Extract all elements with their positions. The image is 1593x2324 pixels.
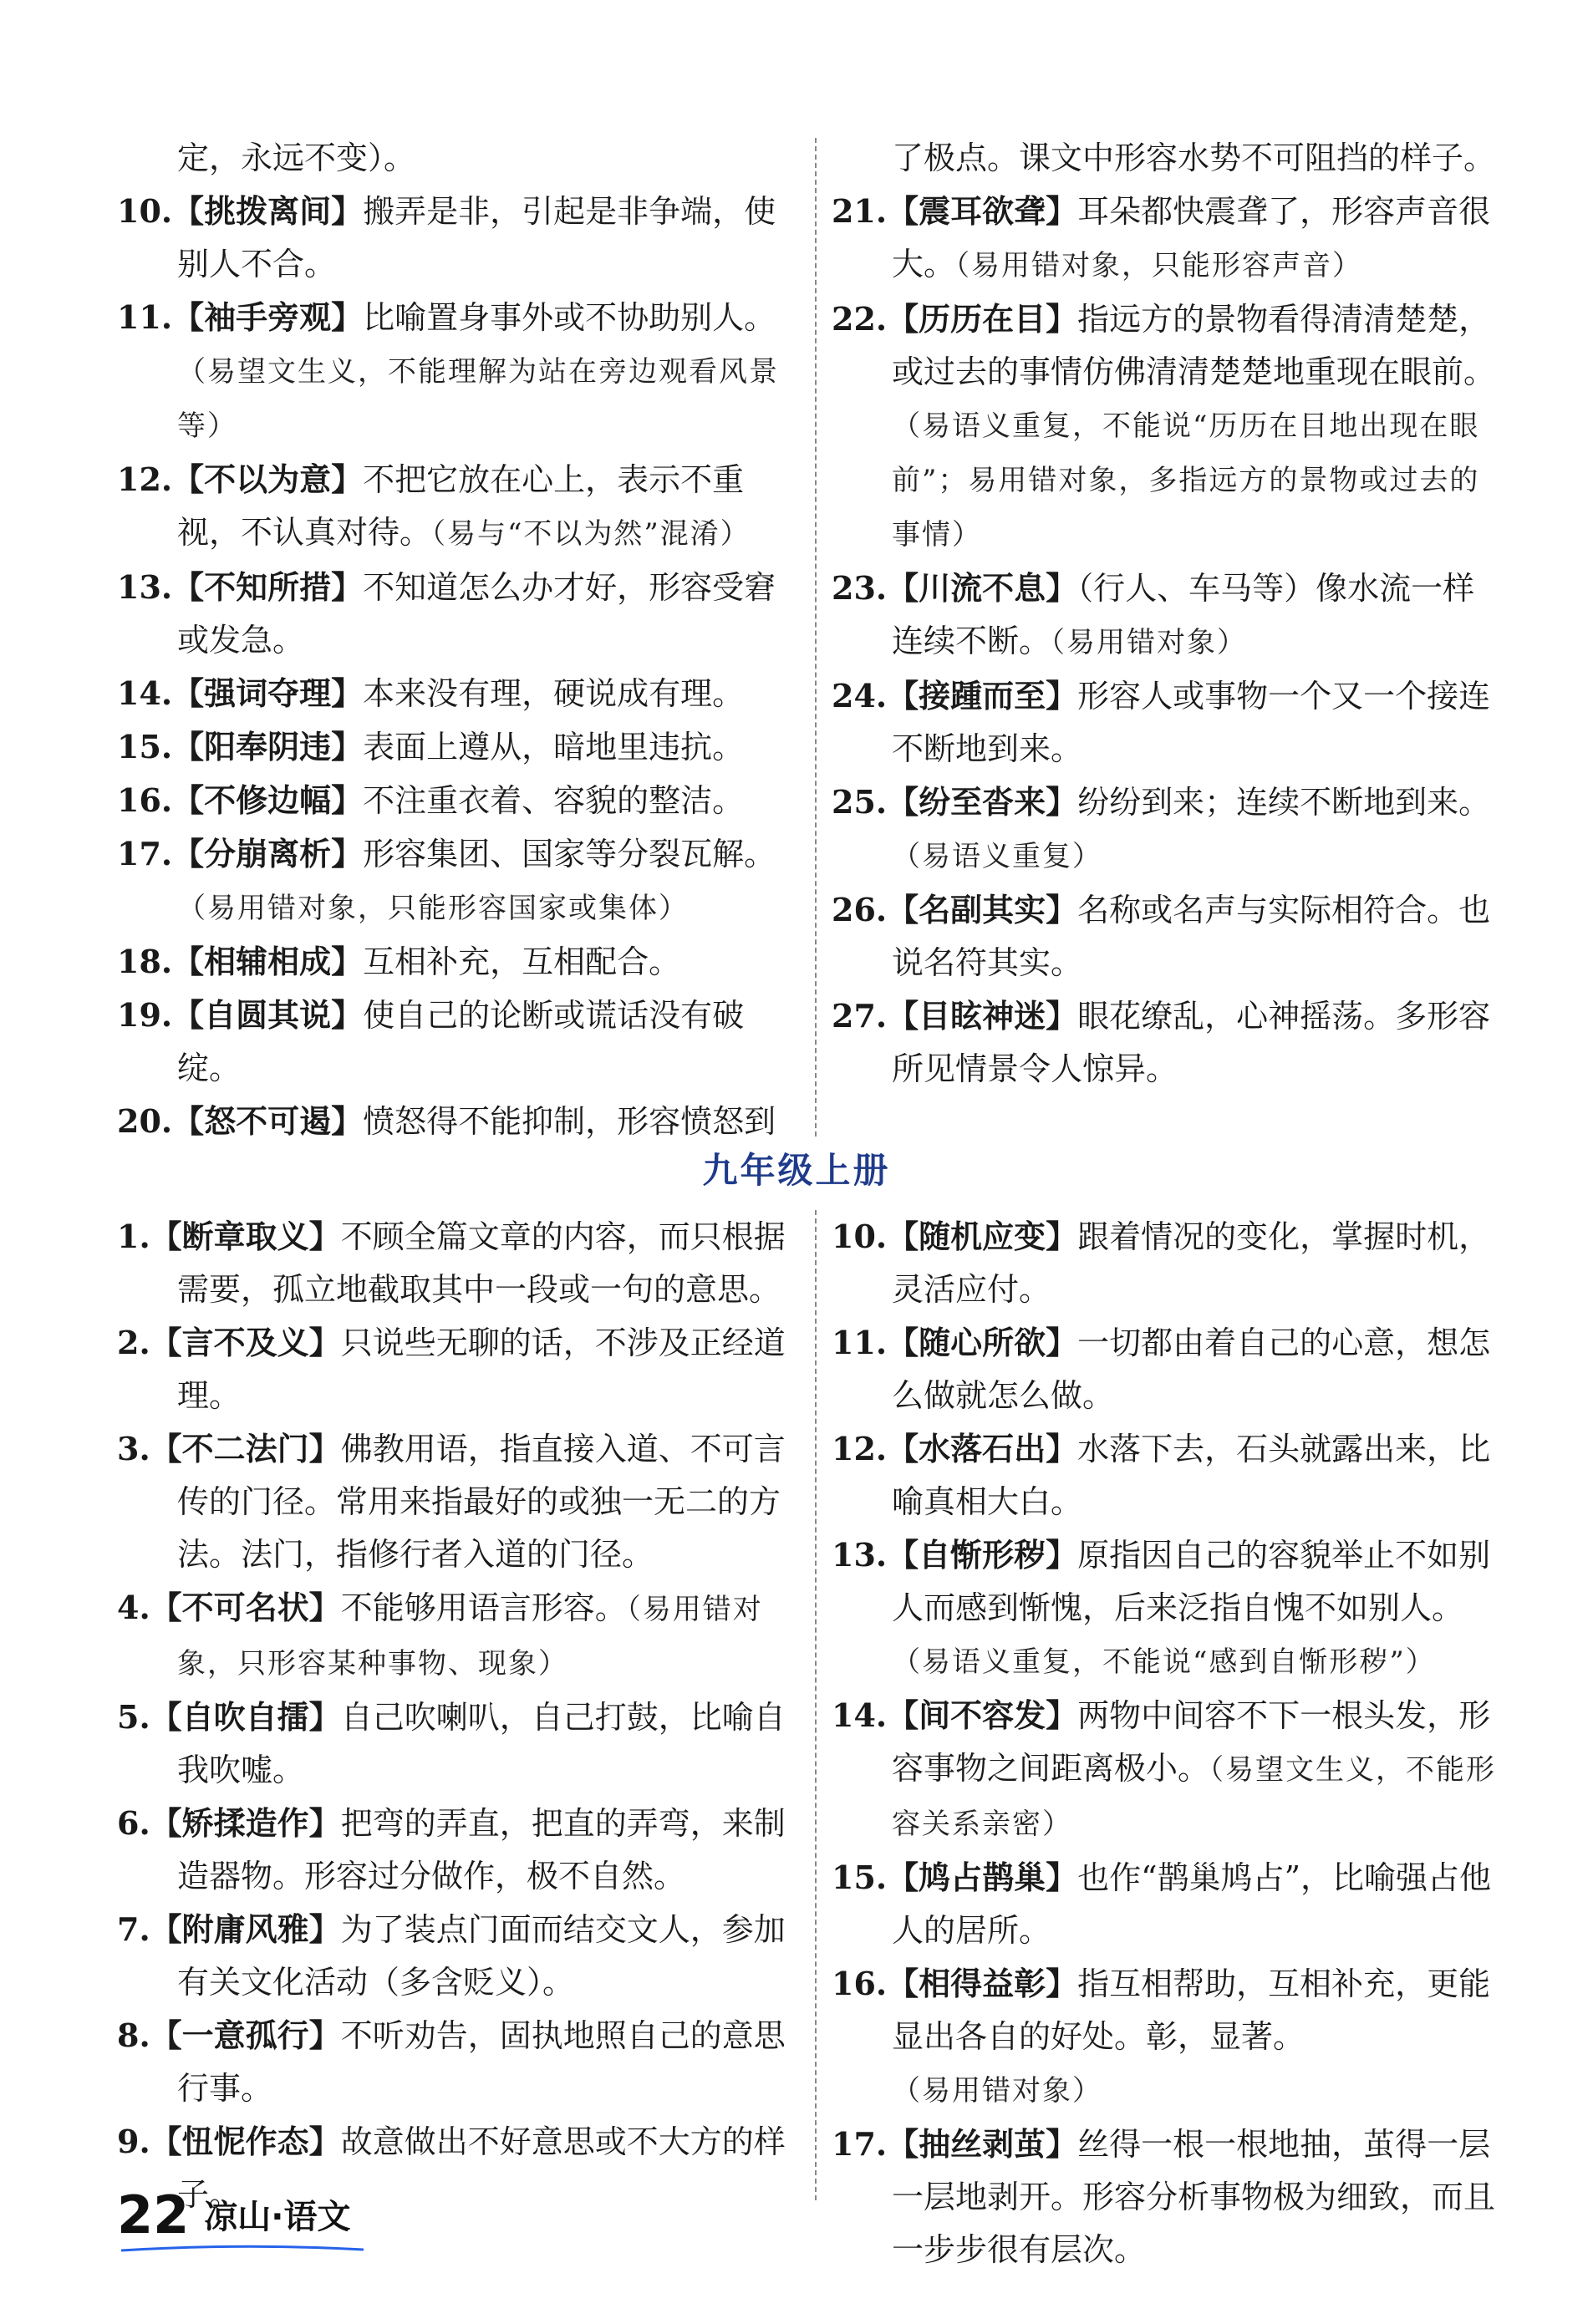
entry-number: 12.	[117, 460, 173, 498]
usage-note: （易用错对象）	[892, 2074, 1102, 2108]
usage-note: （易用错对象）	[1051, 626, 1248, 659]
idiom-definition: 只说些无聊的话，不涉及正经道理。	[177, 1325, 786, 1414]
idiom-term: 【间不容发】	[887, 1696, 1078, 1734]
footer	[117, 2184, 351, 2245]
entry-number: 1.	[117, 1218, 150, 1255]
idiom-definition: 故意做出不好意思或不大方的样子。	[177, 2123, 786, 2213]
idiom-definition: 原指因自己的容貌举止不如别人而感到惭愧，后来泛指自愧不如别人。	[892, 1537, 1491, 1626]
idiom-definition: 把弯的弄直，把直的弄弯，来制造器物。形容过分做作，极不自然。	[177, 1805, 786, 1894]
entry-number: 15.	[832, 1859, 888, 1896]
upper-right-column	[832, 132, 1500, 1096]
entry-number: 19.	[117, 996, 173, 1034]
idiom-term: 【相得益彰】	[887, 1965, 1078, 2002]
idiom-entry	[117, 1581, 790, 1691]
idiom-definition: 不知道怎么办才好，形容受窘或发急。	[177, 569, 776, 659]
usage-note: （易用错对象，只能形容声音）	[955, 249, 1363, 282]
idiom-definition: 指互相帮助，互相补充，更能显出各自的好处。彰，显著。	[892, 1965, 1491, 2055]
idiom-definition: 纷纷到来；连续不断地到来。	[1077, 784, 1491, 821]
idiom-entry	[117, 1797, 790, 1903]
idiom-entry	[832, 1851, 1500, 1957]
idiom-definition: 也作“鹊巢鸠占”，比喻强占他人的居所。	[892, 1859, 1491, 1949]
idiom-definition: 使自己的论断或谎话没有破绽。	[177, 997, 745, 1086]
idiom-term: 【不二法门】	[150, 1430, 341, 1467]
entry-number: 11.	[832, 1324, 888, 1361]
idiom-term: 【不可名状】	[150, 1589, 341, 1626]
entry-number: 10.	[832, 1218, 888, 1255]
idiom-definition: 指远方的景物看得清清楚楚，或过去的事情仿佛清清楚楚地重现在眼前。	[892, 301, 1496, 390]
idiom-entry	[117, 1095, 790, 1148]
idiom-entry	[832, 1689, 1500, 1851]
idiom-definition: 自己吹喇叭，自己打鼓，比喻自我吹嘘。	[177, 1699, 786, 1788]
continued-text: 定，永远不变）。	[177, 140, 416, 176]
entry-number: 17.	[832, 2125, 888, 2163]
idiom-definition: 不顾全篇文章的内容，而只根据需要，孤立地截取其中一段或一句的意思。	[177, 1218, 786, 1308]
entry-number: 16.	[117, 781, 173, 819]
idiom-definition: 表面上遵从，暗地里违抗。	[363, 729, 745, 765]
idiom-definition: 耳朵都快震聋了，形容声音很大。	[892, 193, 1491, 282]
idiom-entry	[117, 2009, 790, 2115]
usage-note: （易望文生义，不能形容关系亲密）	[892, 1753, 1497, 1841]
usage-note: （易语义重复）	[892, 840, 1102, 873]
entry-number: 23.	[832, 569, 888, 607]
usage-note: （易与“不以为然”混淆）	[431, 517, 751, 551]
idiom-definition: 不听劝告，固执地照自己的意思行事。	[177, 2017, 786, 2107]
idiom-entry	[117, 291, 790, 453]
entry-number: 14.	[117, 674, 173, 712]
idiom-term: 【一意孤行】	[150, 2016, 341, 2054]
entry-number: 13.	[117, 568, 173, 606]
entry-number: 14.	[832, 1696, 888, 1734]
book-title: 凉山·语文	[204, 2198, 351, 2236]
idiom-entry	[117, 185, 790, 291]
footer-swoosh-decoration	[117, 2245, 368, 2253]
idiom-entry	[117, 1422, 790, 1581]
idiom-definition: （行人、车马等）像水流一样连续不断。	[892, 570, 1475, 659]
usage-note: （易用错对象，只形容某种事物、现象）	[177, 1593, 763, 1681]
entry-number: 17.	[117, 835, 173, 872]
idiom-entry	[117, 1691, 790, 1797]
idiom-term: 【自惭形秽】	[887, 1536, 1078, 1574]
entry-number: 11.	[117, 298, 173, 336]
idiom-term: 【川流不息】	[887, 569, 1078, 607]
idiom-entry	[117, 667, 790, 720]
entry-number: 22.	[832, 300, 888, 338]
upper-left-column	[117, 132, 790, 1148]
lower-right-column	[832, 1210, 1500, 2276]
idiom-entry	[832, 669, 1500, 776]
idiom-term: 【随心所欲】	[887, 1324, 1078, 1361]
idiom-definition: 佛教用语，指直接入道、不可言传的门径。常用来指最好的或独一无二的方法。法门，指修行者入道的门径。	[177, 1431, 786, 1573]
idiom-entry	[117, 1316, 790, 1422]
idiom-term: 【言不及义】	[150, 1324, 341, 1361]
idiom-definition: 跟着情况的变化，掌握时机，灵活应付。	[892, 1218, 1491, 1308]
page-number: 22	[117, 2184, 190, 2245]
idiom-term: 【随机应变】	[887, 1218, 1078, 1255]
usage-note: （易用错对象，只能形容国家或集体）	[177, 892, 689, 925]
idiom-term: 【自圆其说】	[172, 996, 364, 1034]
upper-column-divider	[815, 138, 817, 1137]
idiom-term: 【抽丝剥茧】	[887, 2125, 1078, 2163]
idiom-term: 【接踵而至】	[887, 677, 1078, 714]
idiom-definition: 本来没有理，硬说成有理。	[363, 675, 745, 712]
idiom-definition: 愤怒得不能抑制，形容愤怒到	[363, 1103, 776, 1140]
idiom-definition: 一切都由着自己的心意，想怎么做就怎么做。	[892, 1325, 1491, 1414]
entry-number: 20.	[117, 1102, 173, 1140]
entry-number: 4.	[117, 1589, 150, 1626]
usage-note: （易语义重复，不能说“历历在目地出现在眼前”；易用错对象，多指远方的景物或过去的事情）	[892, 409, 1480, 552]
entry-number: 12.	[832, 1430, 888, 1467]
idiom-entry	[832, 1210, 1500, 1316]
idiom-definition: 两物中间容不下一根头发，形容事物之间距离极小。	[892, 1697, 1491, 1787]
idiom-term: 【怒不可遏】	[172, 1102, 364, 1140]
idiom-entry	[832, 1528, 1500, 1689]
idiom-definition: 互相补充，互相配合。	[363, 943, 681, 980]
idiom-entry	[117, 827, 790, 935]
idiom-definition: 不能够用语言形容。	[340, 1589, 627, 1626]
idiom-entry	[832, 1957, 1500, 2118]
lower-left-column	[117, 1210, 790, 2221]
continued-text: 了极点。课文中形容水势不可阻挡的样子。	[892, 140, 1496, 176]
idiom-term: 【震耳欲聋】	[887, 192, 1078, 230]
idiom-entry	[117, 1903, 790, 2009]
idiom-term: 【水落石出】	[887, 1430, 1078, 1467]
idiom-entry	[832, 883, 1500, 989]
idiom-term: 【强词夺理】	[172, 674, 364, 712]
idiom-definition: 不注重衣着、容貌的整洁。	[363, 782, 745, 819]
idiom-definition: 名称或名声与实际相符合。也说名符其实。	[892, 892, 1491, 981]
idiom-entry	[117, 774, 790, 827]
idiom-term: 【纷至沓来】	[887, 783, 1078, 821]
entry-number: 3.	[117, 1430, 150, 1467]
entry-number: 15.	[117, 728, 173, 765]
idiom-definition: 眼花缭乱，心神摇荡。多形容所见情景令人惊异。	[892, 998, 1491, 1087]
usage-note: （易语义重复，不能说“感到自惭形秽”）	[892, 1645, 1436, 1679]
idiom-definition: 形容人或事物一个又一个接连不断地到来。	[892, 678, 1491, 767]
entry-number: 5.	[117, 1698, 150, 1736]
entry-number: 10.	[117, 192, 173, 230]
idiom-term: 【阳奉阴违】	[172, 728, 364, 765]
idiom-term: 【相辅相成】	[172, 943, 364, 980]
idiom-definition: 比喻置身事外或不协助别人。	[363, 299, 776, 336]
idiom-entry	[117, 1210, 790, 1316]
entry-number: 7.	[117, 1910, 150, 1948]
idiom-definition: 不把它放在心上，表示不重视，不认真对待。	[177, 461, 745, 551]
idiom-term: 【不以为意】	[172, 460, 364, 498]
idiom-term: 【目眩神迷】	[887, 997, 1078, 1035]
idiom-definition: 形容集团、国家等分裂瓦解。	[363, 836, 776, 872]
entry-number: 2.	[117, 1324, 150, 1361]
idiom-definition: 丝得一根一根地抽，茧得一层一层地剥开。形容分析事物极为细致，而且一步步很有层次。	[892, 2126, 1496, 2268]
idiom-term: 【袖手旁观】	[172, 298, 364, 336]
idiom-term: 【自吹自擂】	[150, 1698, 341, 1736]
idiom-term: 【鸠占鹊巢】	[887, 1859, 1078, 1896]
idiom-term: 【分崩离析】	[172, 835, 364, 872]
entry-number: 8.	[117, 2016, 150, 2054]
idiom-definition: 为了装点门面而结交文人，参加有关文化活动（多含贬义）。	[177, 1911, 786, 2001]
idiom-entry	[832, 292, 1500, 562]
idiom-term: 【忸怩作态】	[150, 2123, 341, 2160]
idiom-entry	[832, 2118, 1500, 2276]
idiom-entry	[117, 989, 790, 1095]
idiom-term: 【矫揉造作】	[150, 1804, 341, 1842]
lower-column-divider	[815, 1210, 817, 2200]
idiom-definition: 水落下去，石头就露出来，比喻真相大白。	[892, 1431, 1491, 1520]
entry-number: 24.	[832, 677, 888, 714]
entry-number: 26.	[832, 891, 888, 928]
idiom-entry	[117, 561, 790, 667]
entry-number: 18.	[117, 943, 173, 980]
idiom-term: 【附庸风雅】	[150, 1910, 341, 1948]
idiom-term: 【不修边幅】	[172, 781, 364, 819]
usage-note: （易望文生义，不能理解为站在旁边观看风景等）	[177, 355, 779, 443]
entry-number: 13.	[832, 1536, 888, 1574]
idiom-term: 【断章取义】	[150, 1218, 341, 1255]
idiom-term: 【名副其实】	[887, 891, 1078, 928]
entry-number: 25.	[832, 783, 888, 821]
idiom-entry	[832, 1316, 1500, 1422]
idiom-entry	[832, 989, 1500, 1096]
idiom-entry	[117, 935, 790, 989]
entry-number: 27.	[832, 997, 888, 1035]
idiom-term: 【挑拨离间】	[172, 192, 364, 230]
idiom-entry	[117, 720, 790, 774]
idiom-entry	[117, 453, 790, 561]
idiom-entry	[832, 185, 1500, 292]
idiom-entry	[832, 562, 1500, 669]
idiom-term: 【不知所措】	[172, 568, 364, 606]
entry-number: 9.	[117, 2123, 150, 2160]
idiom-entry	[832, 1422, 1500, 1528]
entry-number: 21.	[832, 192, 888, 230]
entry-number: 6.	[117, 1804, 150, 1842]
entry-number: 16.	[832, 1965, 888, 2002]
idiom-entry	[832, 776, 1500, 883]
idiom-definition: 搬弄是非，引起是非争端，使别人不合。	[177, 193, 776, 282]
section-title: 九年级上册	[702, 1150, 891, 1191]
idiom-term: 【历历在目】	[887, 300, 1078, 338]
